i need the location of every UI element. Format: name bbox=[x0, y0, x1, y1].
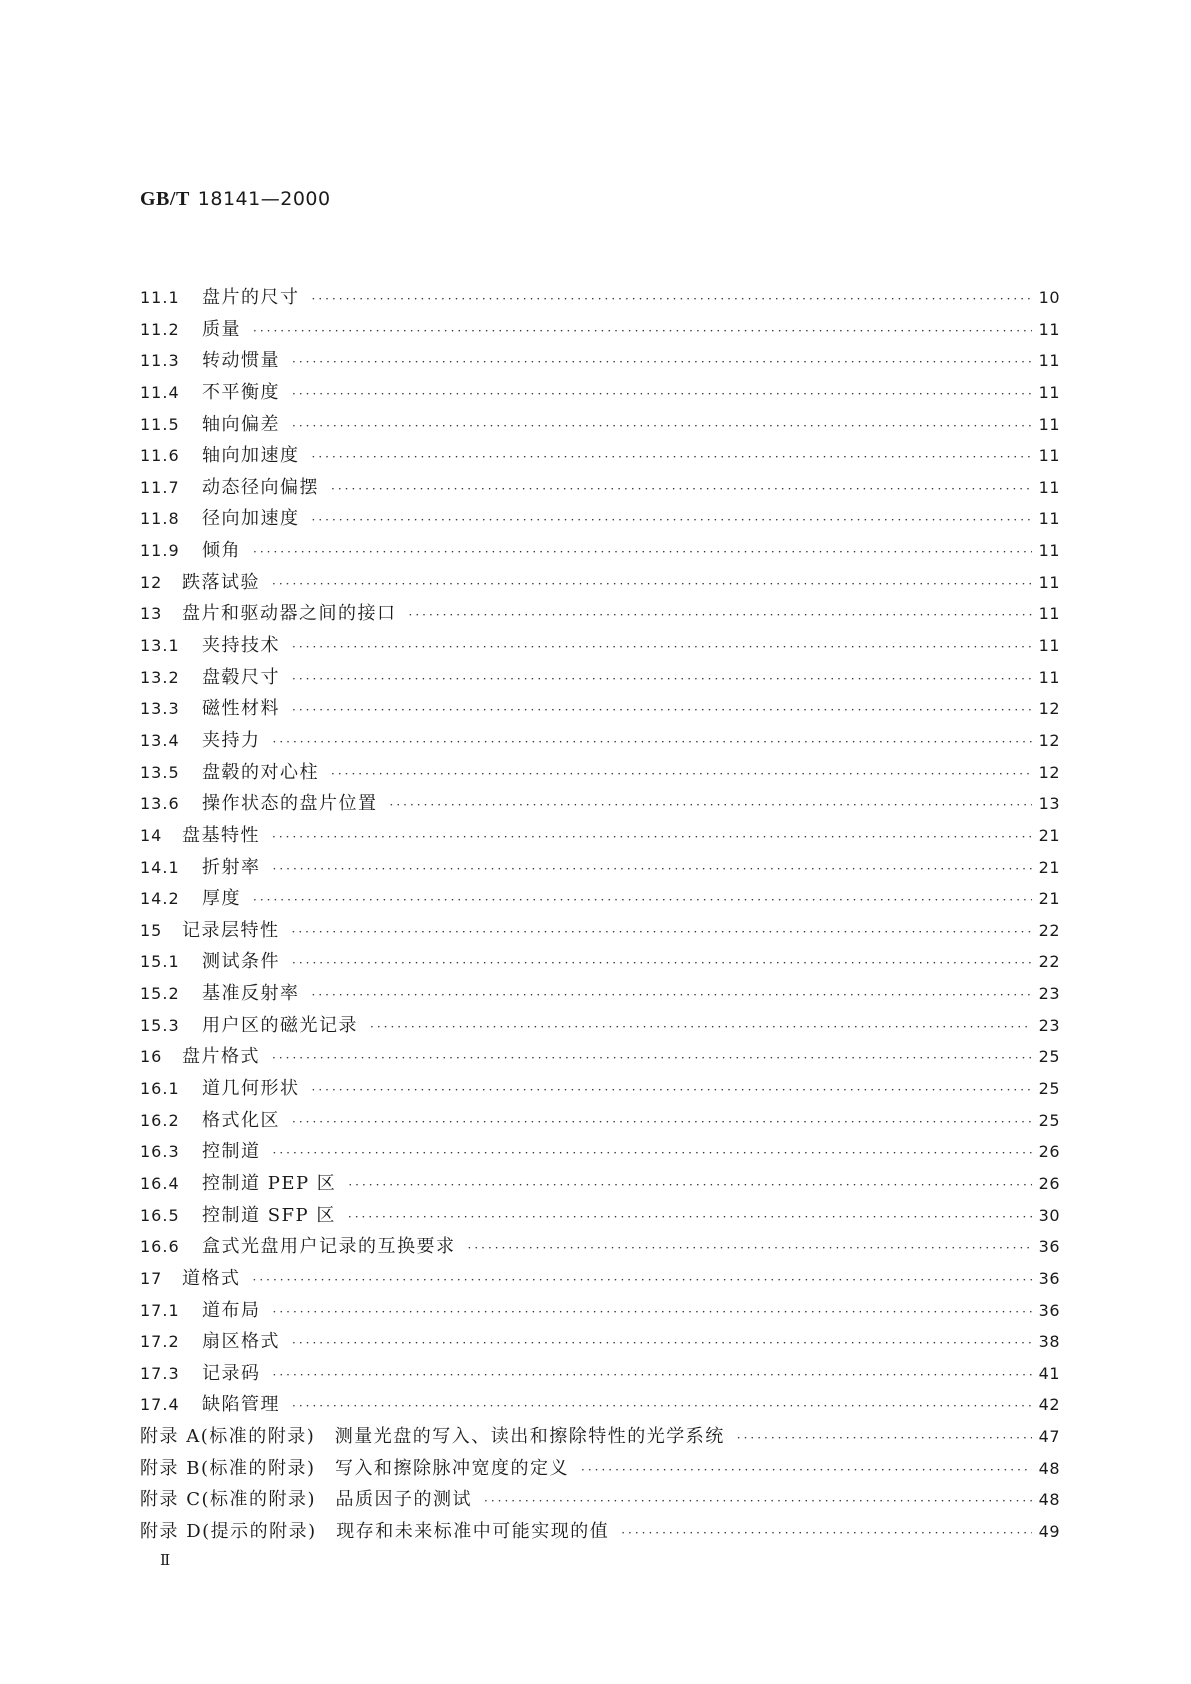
toc-entry-title: 扇区格式 bbox=[202, 1331, 280, 1353]
toc-entry-title: 测试条件 bbox=[202, 951, 280, 973]
toc-entry-title: 折射率 bbox=[202, 856, 261, 878]
toc-entry-title: 跌落试验 bbox=[182, 571, 260, 593]
toc-entry-page: 25 bbox=[1038, 1079, 1060, 1099]
toc-dot-leader bbox=[737, 1431, 1032, 1445]
toc-entry-page: 38 bbox=[1038, 1332, 1060, 1352]
toc-entry[interactable] bbox=[140, 1169, 1060, 1201]
toc-entry-title: 附录 D(提示的附录) 现存和未来标准中可能实现的值 bbox=[140, 1520, 610, 1542]
toc-dot-leader bbox=[292, 640, 1032, 654]
toc-entry-page: 23 bbox=[1038, 984, 1060, 1004]
toc-dot-leader bbox=[253, 893, 1032, 907]
toc-dot-leader bbox=[484, 1494, 1032, 1508]
toc-entry-page: 12 bbox=[1038, 730, 1060, 750]
toc-entry[interactable] bbox=[140, 1201, 1060, 1233]
toc-entry-number: 11.8 bbox=[140, 509, 180, 529]
toc-entry-page: 26 bbox=[1038, 1173, 1060, 1193]
toc-entry[interactable] bbox=[140, 1264, 1060, 1296]
toc-entry-number: 13.4 bbox=[140, 730, 180, 750]
toc-entry-number: 16.6 bbox=[140, 1237, 180, 1257]
toc-dot-leader bbox=[272, 1051, 1032, 1065]
document-header bbox=[140, 186, 331, 211]
toc-entry-page: 47 bbox=[1038, 1427, 1060, 1447]
toc-dot-leader bbox=[312, 450, 1033, 464]
toc-entry[interactable] bbox=[140, 821, 1060, 853]
toc-entry-title: 动态径向偏摆 bbox=[202, 476, 319, 498]
toc-dot-leader bbox=[331, 767, 1032, 781]
toc-entry-number: 16.2 bbox=[140, 1110, 180, 1130]
toc-dot-leader bbox=[292, 355, 1032, 369]
toc-entry-page: 36 bbox=[1038, 1268, 1060, 1288]
toc-entry-number: 16.3 bbox=[140, 1142, 180, 1162]
toc-entry[interactable] bbox=[140, 1137, 1060, 1169]
toc-entry[interactable] bbox=[140, 599, 1060, 631]
toc-dot-leader bbox=[292, 672, 1032, 686]
toc-entry-page: 11 bbox=[1038, 446, 1060, 466]
toc-entry[interactable] bbox=[140, 283, 1060, 315]
toc-dot-leader bbox=[292, 1115, 1032, 1129]
toc-entry-number: 14.2 bbox=[140, 889, 180, 909]
toc-entry[interactable] bbox=[140, 1074, 1060, 1106]
toc-dot-leader bbox=[292, 387, 1032, 401]
toc-dot-leader bbox=[253, 324, 1032, 338]
toc-entry-number: 14 bbox=[140, 825, 163, 845]
toc-entry[interactable] bbox=[140, 1106, 1060, 1138]
toc-entry-page: 36 bbox=[1038, 1300, 1060, 1320]
toc-entry[interactable] bbox=[140, 1454, 1060, 1486]
toc-dot-leader bbox=[292, 1336, 1032, 1350]
toc-dot-leader bbox=[370, 1020, 1032, 1034]
toc-entry[interactable] bbox=[140, 789, 1060, 821]
toc-entry-page: 11 bbox=[1038, 572, 1060, 592]
standard-prefix: GB/T bbox=[140, 188, 190, 210]
toc-entry-number: 15.3 bbox=[140, 1015, 180, 1035]
table-of-contents bbox=[140, 283, 1060, 1549]
toc-dot-leader bbox=[272, 830, 1032, 844]
toc-entry-title: 附录 B(标准的附录) 写入和擦除脉冲宽度的定义 bbox=[140, 1457, 569, 1479]
toc-entry-title: 径向加速度 bbox=[202, 508, 300, 530]
toc-dot-leader bbox=[253, 545, 1032, 559]
toc-entry-title: 记录码 bbox=[202, 1362, 261, 1384]
toc-dot-leader bbox=[273, 735, 1033, 749]
toc-entry-number: 13.5 bbox=[140, 762, 180, 782]
toc-entry-number: 16 bbox=[140, 1047, 163, 1067]
toc-entry-title: 夹持力 bbox=[202, 729, 261, 751]
toc-dot-leader bbox=[348, 1210, 1032, 1224]
toc-entry-number: 15.2 bbox=[140, 984, 180, 1004]
toc-entry-number: 17.2 bbox=[140, 1332, 180, 1352]
toc-entry[interactable] bbox=[140, 916, 1060, 948]
toc-entry-title: 磁性材料 bbox=[202, 698, 280, 720]
toc-entry-page: 11 bbox=[1038, 414, 1060, 434]
toc-entry-page: 23 bbox=[1038, 1015, 1060, 1035]
toc-entry-title: 控制道 SFP 区 bbox=[202, 1204, 336, 1226]
toc-entry-number: 11.9 bbox=[140, 541, 180, 561]
toc-entry-title: 不平衡度 bbox=[202, 381, 280, 403]
toc-entry-page: 48 bbox=[1038, 1490, 1060, 1510]
toc-entry-page: 21 bbox=[1038, 889, 1060, 909]
toc-entry[interactable] bbox=[140, 726, 1060, 758]
toc-entry[interactable] bbox=[140, 979, 1060, 1011]
toc-entry-title: 控制道 bbox=[202, 1141, 261, 1163]
toc-entry-title: 盘毂的对心柱 bbox=[202, 761, 319, 783]
toc-entry-page: 11 bbox=[1038, 382, 1060, 402]
toc-dot-leader bbox=[409, 608, 1033, 622]
toc-entry-title: 盘片格式 bbox=[182, 1046, 260, 1068]
toc-entry-title: 盘毂尺寸 bbox=[202, 666, 280, 688]
toc-entry-title: 操作状态的盘片位置 bbox=[202, 793, 378, 815]
toc-entry-title: 盘基特性 bbox=[182, 824, 260, 846]
toc-entry-title: 倾角 bbox=[202, 540, 241, 562]
toc-entry-page: 11 bbox=[1038, 541, 1060, 561]
toc-entry-page: 11 bbox=[1038, 509, 1060, 529]
toc-entry-number: 13.3 bbox=[140, 699, 180, 719]
toc-dot-leader bbox=[621, 1526, 1032, 1540]
toc-entry-title: 盒式光盘用户记录的互换要求 bbox=[202, 1236, 456, 1258]
toc-entry-title: 质量 bbox=[202, 318, 241, 340]
toc-entry[interactable] bbox=[140, 536, 1060, 568]
toc-dot-leader bbox=[468, 1241, 1033, 1255]
toc-entry-title: 道格式 bbox=[182, 1267, 241, 1289]
toc-entry[interactable] bbox=[140, 1422, 1060, 1454]
toc-dot-leader bbox=[312, 1083, 1033, 1097]
toc-entry-number: 15.1 bbox=[140, 952, 180, 972]
toc-entry[interactable] bbox=[140, 441, 1060, 473]
toc-entry-title: 轴向偏差 bbox=[202, 413, 280, 435]
toc-entry-page: 48 bbox=[1038, 1458, 1060, 1478]
toc-entry-page: 30 bbox=[1038, 1205, 1060, 1225]
toc-entry-title: 夹持技术 bbox=[202, 635, 280, 657]
toc-dot-leader bbox=[292, 419, 1032, 433]
toc-entry-page: 21 bbox=[1038, 857, 1060, 877]
toc-entry[interactable] bbox=[140, 1232, 1060, 1264]
toc-entry-page: 11 bbox=[1038, 477, 1060, 497]
toc-entry-number: 16.5 bbox=[140, 1205, 180, 1225]
toc-entry-number: 15 bbox=[140, 920, 163, 940]
toc-entry[interactable] bbox=[140, 378, 1060, 410]
toc-entry-number: 17.4 bbox=[140, 1395, 180, 1415]
toc-entry[interactable] bbox=[140, 884, 1060, 916]
toc-entry[interactable] bbox=[140, 1359, 1060, 1391]
page-number: Ⅱ bbox=[160, 1551, 171, 1569]
toc-entry-number: 11.5 bbox=[140, 414, 180, 434]
toc-entry-title: 转动惯量 bbox=[202, 350, 280, 372]
toc-entry-page: 10 bbox=[1038, 288, 1060, 307]
toc-entry-title: 附录 C(标准的附录) 品质因子的测试 bbox=[140, 1489, 473, 1511]
toc-entry[interactable] bbox=[140, 947, 1060, 979]
toc-dot-leader bbox=[292, 1399, 1032, 1413]
toc-entry-number: 14.1 bbox=[140, 857, 180, 877]
toc-entry[interactable] bbox=[140, 853, 1060, 885]
toc-entry-page: 42 bbox=[1038, 1395, 1060, 1415]
toc-entry-number: 13.1 bbox=[140, 636, 180, 656]
toc-entry-title: 缺陷管理 bbox=[202, 1394, 280, 1416]
toc-entry-number: 11.2 bbox=[140, 319, 180, 339]
toc-entry[interactable] bbox=[140, 1296, 1060, 1328]
toc-entry-title: 基准反射率 bbox=[202, 983, 300, 1005]
toc-dot-leader bbox=[273, 862, 1033, 876]
toc-entry-number: 16.1 bbox=[140, 1079, 180, 1099]
toc-dot-leader bbox=[331, 482, 1032, 496]
toc-entry-number: 11.3 bbox=[140, 351, 180, 371]
toc-dot-leader bbox=[312, 988, 1033, 1002]
toc-entry-page: 12 bbox=[1038, 699, 1060, 719]
toc-entry-page: 11 bbox=[1038, 351, 1060, 371]
toc-entry-page: 21 bbox=[1038, 825, 1060, 845]
toc-dot-leader bbox=[292, 956, 1032, 970]
toc-entry[interactable] bbox=[140, 473, 1060, 505]
toc-entry-number: 17 bbox=[140, 1268, 163, 1288]
toc-entry-number: 17.1 bbox=[140, 1300, 180, 1320]
toc-entry-number: 13 bbox=[140, 604, 163, 624]
toc-dot-leader bbox=[292, 703, 1032, 717]
toc-entry-page: 36 bbox=[1038, 1237, 1060, 1257]
toc-entry[interactable] bbox=[140, 1327, 1060, 1359]
standard-number: 18141—2000 bbox=[197, 188, 331, 210]
toc-dot-leader bbox=[312, 292, 1033, 306]
toc-entry[interactable] bbox=[140, 1517, 1060, 1549]
toc-entry-page: 26 bbox=[1038, 1142, 1060, 1162]
toc-entry-title: 控制道 PEP 区 bbox=[202, 1172, 337, 1194]
toc-entry-number: 11.7 bbox=[140, 477, 180, 497]
toc-entry-page: 11 bbox=[1038, 319, 1060, 339]
toc-entry-title: 附录 A(标准的附录) 测量光盘的写入、读出和擦除特性的光学系统 bbox=[140, 1426, 725, 1448]
toc-entry[interactable] bbox=[140, 1485, 1060, 1517]
toc-dot-leader bbox=[273, 1368, 1033, 1382]
toc-entry-title: 厚度 bbox=[202, 888, 241, 910]
toc-entry-page: 41 bbox=[1038, 1363, 1060, 1383]
toc-dot-leader bbox=[273, 1146, 1033, 1160]
toc-entry-page: 11 bbox=[1038, 604, 1060, 624]
toc-entry-page: 12 bbox=[1038, 762, 1060, 782]
toc-entry[interactable] bbox=[140, 663, 1060, 695]
toc-dot-leader bbox=[390, 798, 1033, 812]
toc-entry-number: 11.6 bbox=[140, 446, 180, 466]
toc-dot-leader bbox=[292, 925, 1033, 939]
toc-dot-leader bbox=[348, 1178, 1032, 1192]
toc-entry-number: 12 bbox=[140, 572, 163, 592]
toc-entry-page: 11 bbox=[1038, 667, 1060, 687]
toc-entry-page: 25 bbox=[1038, 1047, 1060, 1067]
toc-entry[interactable] bbox=[140, 1011, 1060, 1043]
toc-dot-leader bbox=[312, 513, 1033, 527]
toc-entry[interactable] bbox=[140, 694, 1060, 726]
toc-entry-page: 49 bbox=[1038, 1521, 1060, 1541]
toc-entry[interactable] bbox=[140, 504, 1060, 536]
toc-dot-leader bbox=[273, 1305, 1033, 1319]
toc-entry-number: 17.3 bbox=[140, 1363, 180, 1383]
toc-entry-page: 22 bbox=[1038, 920, 1060, 940]
toc-entry[interactable] bbox=[140, 1042, 1060, 1074]
toc-entry-number: 13.2 bbox=[140, 667, 180, 687]
toc-dot-leader bbox=[581, 1463, 1032, 1477]
toc-entry[interactable] bbox=[140, 758, 1060, 790]
toc-entry-number: 11.1 bbox=[140, 288, 180, 307]
toc-entry-title: 盘片和驱动器之间的接口 bbox=[182, 603, 397, 625]
toc-entry-number: 11.4 bbox=[140, 382, 180, 402]
toc-entry[interactable] bbox=[140, 1390, 1060, 1422]
toc-entry[interactable] bbox=[140, 346, 1060, 378]
toc-dot-leader bbox=[272, 577, 1032, 591]
toc-entry-title: 用户区的磁光记录 bbox=[202, 1014, 358, 1036]
toc-entry-page: 22 bbox=[1038, 952, 1060, 972]
toc-entry[interactable] bbox=[140, 315, 1060, 347]
toc-entry-title: 记录层特性 bbox=[182, 919, 280, 941]
toc-dot-leader bbox=[253, 1273, 1033, 1287]
toc-entry-page: 25 bbox=[1038, 1110, 1060, 1130]
toc-entry-title: 格式化区 bbox=[202, 1109, 280, 1131]
toc-entry-title: 盘片的尺寸 bbox=[202, 287, 300, 308]
toc-entry[interactable] bbox=[140, 568, 1060, 600]
toc-entry-number: 16.4 bbox=[140, 1173, 180, 1193]
toc-entry-page: 13 bbox=[1038, 794, 1060, 814]
toc-entry[interactable] bbox=[140, 631, 1060, 663]
toc-entry-number: 13.6 bbox=[140, 794, 180, 814]
toc-entry-title: 道布局 bbox=[202, 1299, 261, 1321]
toc-entry-title: 道几何形状 bbox=[202, 1078, 300, 1100]
toc-entry-title: 轴向加速度 bbox=[202, 445, 300, 467]
toc-entry-page: 11 bbox=[1038, 636, 1060, 656]
toc-entry[interactable] bbox=[140, 410, 1060, 442]
